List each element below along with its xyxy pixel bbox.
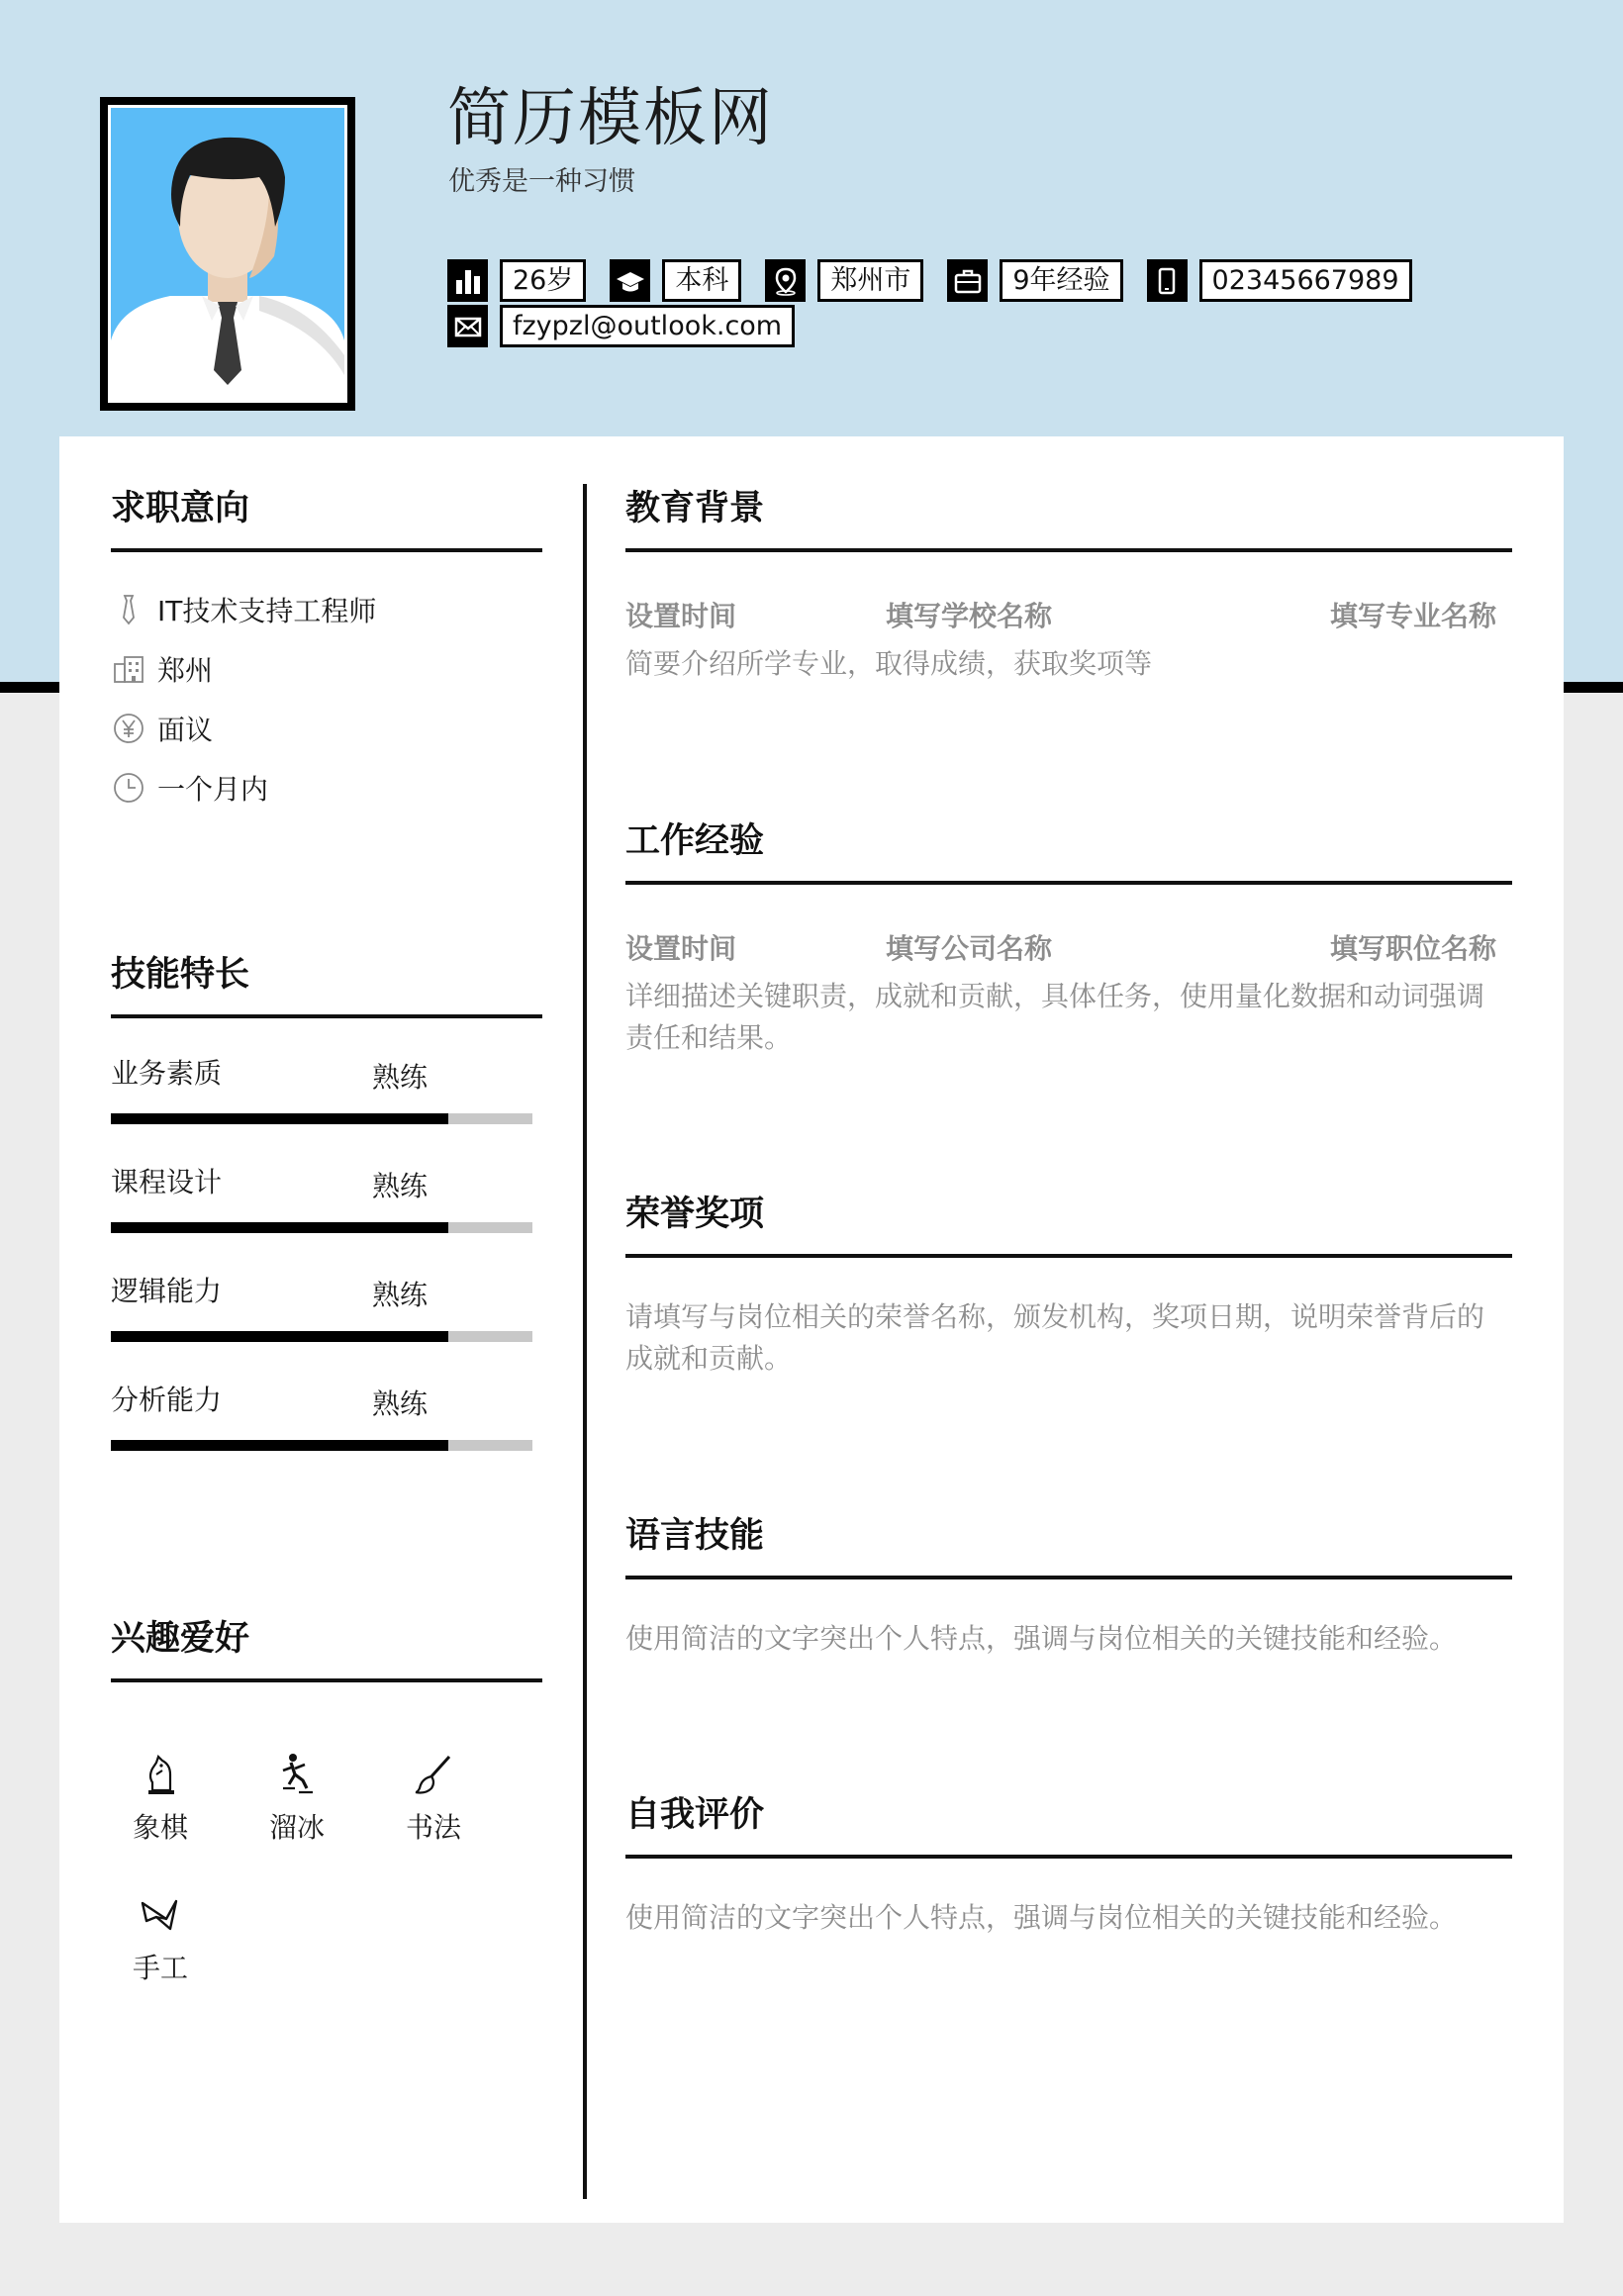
- self-eval-description: 使用简洁的文字突出个人特点，强调与岗位相关的关键技能和经验。: [625, 1901, 1458, 1934]
- intent-salary-text: 面议: [157, 714, 214, 746]
- graduation-cap-icon: [610, 259, 650, 302]
- language-description: 使用简洁的文字突出个人特点，强调与岗位相关的关键技能和经验。: [625, 1622, 1458, 1655]
- email-tag[interactable]: fzypzl@outlook.com: [500, 305, 795, 347]
- education-rule: [625, 548, 1512, 552]
- intent-item-salary: [112, 709, 213, 748]
- honors-title: 荣誉奖项: [625, 1195, 765, 1234]
- chart-bar-icon: [447, 259, 488, 302]
- briefcase-icon: [947, 259, 988, 302]
- intent-title: 求职意向: [111, 489, 250, 528]
- hobbies-title: 兴趣爱好: [111, 1619, 250, 1659]
- skills-title: 技能特长: [111, 955, 250, 995]
- education-major: 填写专业名称: [1329, 600, 1496, 632]
- language-title: 语言技能: [625, 1516, 765, 1556]
- info-row-2: [447, 305, 818, 347]
- skill-progress-fill: [111, 1113, 448, 1124]
- mail-icon: [447, 305, 488, 347]
- hobby-item: [252, 1751, 341, 1846]
- honors-rule: [625, 1254, 1512, 1258]
- brush-icon: [410, 1751, 457, 1798]
- hobby-item: [116, 1891, 205, 1986]
- skill-progress-bar: [111, 1113, 532, 1124]
- skating-icon: [273, 1751, 321, 1798]
- phone-icon: [1147, 259, 1188, 302]
- chess-knight-icon: [137, 1751, 184, 1798]
- skill-progress-fill: [111, 1440, 448, 1451]
- avatar-illustration: [111, 108, 344, 400]
- skill-progress-fill: [111, 1331, 448, 1342]
- intent-availability-text: 一个月内: [157, 773, 269, 806]
- avatar: [100, 97, 355, 411]
- work-time: 设置时间: [625, 932, 737, 965]
- city-tag: 郑州市: [817, 259, 923, 302]
- degree-tag: 本科: [662, 259, 741, 302]
- experience-tag: 9年经验: [1000, 259, 1122, 302]
- work-company: 填写公司名称: [886, 932, 1053, 965]
- skill-name: 分析能力: [111, 1384, 223, 1416]
- hobby-item: [116, 1751, 205, 1846]
- honors-description: 请填写与岗位相关的荣誉名称，颁发机构，奖项日期，说明荣誉背后的成就和贡献。: [625, 1300, 1485, 1375]
- skill-level: 熟练: [371, 1387, 428, 1420]
- info-row-1: [447, 259, 1436, 302]
- skills-rule: [111, 1014, 542, 1018]
- hobby-item: [389, 1751, 478, 1846]
- education-school: 填写学校名称: [886, 600, 1053, 632]
- education-time: 设置时间: [625, 600, 737, 632]
- skill-name: 课程设计: [111, 1166, 223, 1198]
- skill-progress-fill: [111, 1222, 448, 1233]
- clock-icon: [112, 771, 145, 805]
- work-position: 填写职位名称: [1329, 932, 1496, 965]
- work-description: 详细描述关键职责，成就和贡献，具体任务，使用量化数据和动词强调责任和结果。: [625, 980, 1485, 1054]
- candidate-motto: 优秀是一种习惯: [448, 166, 635, 197]
- self-eval-rule: [625, 1855, 1512, 1859]
- work-title: 工作经验: [625, 821, 765, 861]
- skill-progress-bar: [111, 1440, 532, 1451]
- hobby-label: 象棋: [132, 1811, 188, 1844]
- hobby-label: 溜冰: [268, 1811, 325, 1844]
- phone-tag[interactable]: 02345667989: [1199, 259, 1412, 302]
- hobby-label: 书法: [405, 1811, 461, 1844]
- hobbies-rule: [111, 1678, 542, 1682]
- education-description: 简要介绍所学专业，取得成绩，获取奖项等: [625, 647, 1153, 680]
- skill-progress-bar: [111, 1222, 532, 1233]
- tie-icon: [112, 593, 145, 626]
- candidate-name: 简历模板网: [447, 82, 774, 155]
- language-rule: [625, 1576, 1512, 1579]
- intent-rule: [111, 548, 542, 552]
- resume-card: [59, 436, 1564, 2223]
- work-rule: [625, 881, 1512, 885]
- intent-position-text: IT技术支持工程师: [157, 595, 377, 627]
- intent-city-text: 郑州: [157, 654, 214, 687]
- building-icon: [112, 652, 145, 686]
- skill-progress-bar: [111, 1331, 532, 1342]
- self-eval-title: 自我评价: [625, 1795, 765, 1835]
- skill-level: 熟练: [371, 1279, 428, 1311]
- skill-name: 逻辑能力: [111, 1275, 223, 1307]
- intent-item-city: [112, 649, 213, 689]
- age-tag: 26岁: [500, 259, 586, 302]
- yen-icon: [112, 712, 145, 745]
- column-divider: [583, 484, 587, 2199]
- skill-name: 业务素质: [111, 1057, 223, 1090]
- intent-item-position: [112, 590, 376, 629]
- hobby-label: 手工: [132, 1952, 188, 1984]
- intent-item-availability: [112, 768, 268, 808]
- skill-level: 熟练: [371, 1170, 428, 1202]
- origami-icon: [137, 1891, 184, 1939]
- skill-level: 熟练: [371, 1061, 428, 1094]
- education-title: 教育背景: [625, 489, 765, 528]
- location-pin-icon: [765, 259, 806, 302]
